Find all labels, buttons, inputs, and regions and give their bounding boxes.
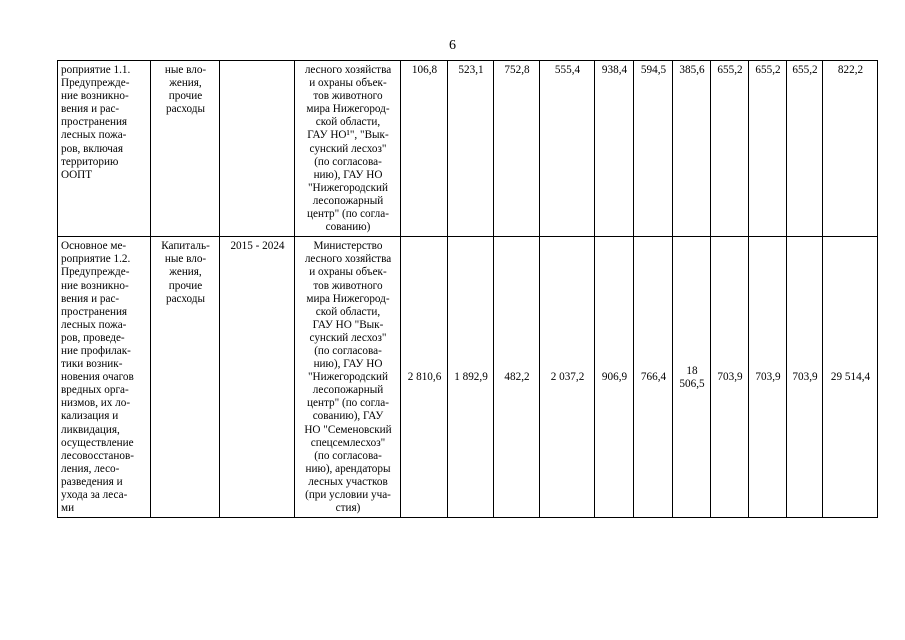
measure-cell (58, 237, 151, 518)
value-cell: 2 037,2 (540, 237, 595, 518)
value-cell: 655,2 (787, 61, 823, 237)
cell-line: спецсемлесхоз" (310, 436, 386, 449)
cell-line: лесопожарный (312, 194, 384, 207)
cell-line: ООПТ (61, 168, 93, 181)
cell-line: вредных орга- (61, 384, 129, 397)
expense-type-cell (151, 237, 220, 518)
value-cell: 106,8 (401, 61, 448, 237)
cell-line: лесных пожа- (61, 318, 127, 331)
cell-line: "Нижегородский (307, 181, 389, 194)
cell-line: (по согласова- (314, 155, 382, 168)
cell-line: лесовосстанов- (61, 449, 134, 462)
cell-line: ГАУ НО¹", "Вык- (307, 129, 389, 142)
value-cell: 555,4 (540, 61, 595, 237)
value-cell: 655,2 (749, 61, 787, 237)
measure-cell (58, 61, 151, 237)
cell-line: (по согласова- (314, 344, 382, 357)
cell-line: пространения (61, 116, 128, 129)
cell-line: ГАУ НО "Вык- (312, 318, 384, 331)
cell-line: ухода за леса- (61, 489, 128, 501)
cell-line: ления, лесо- (61, 462, 120, 475)
value-cell: 29 514,4 (823, 237, 878, 518)
cell-line: Капиталь- (161, 240, 210, 253)
value-cell: 2 810,6 (401, 237, 448, 518)
budget-table (57, 60, 878, 518)
cell-line: и охраны объек- (309, 77, 387, 90)
cell-line: пространения (61, 305, 128, 318)
cell-line: низмов, их ло- (61, 397, 131, 410)
cell-line: вения и рас- (61, 292, 120, 305)
cell-line: вения и рас- (61, 103, 120, 116)
cell-line: территорию (61, 155, 119, 168)
cell-line: ные вло- (164, 253, 207, 266)
cell-line: сунский лесхоз" (309, 331, 387, 344)
cell-line: тики возник- (61, 358, 123, 371)
cell-line: нию), арендаторы (305, 462, 391, 475)
value-cell: 655,2 (711, 61, 749, 237)
cell-line: ров, проведе- (61, 331, 125, 344)
table-body (58, 61, 878, 518)
value-cell: 703,9 (711, 237, 749, 518)
cell-line: роприятие 1.2. (61, 253, 131, 266)
cell-line: (при условии уча- (305, 489, 391, 501)
cell-line: ние возникно- (61, 90, 129, 103)
cell-line: лесного хозяйства (304, 64, 392, 76)
value-cell: 523,1 (448, 61, 494, 237)
cell-line: Основное ме- (61, 240, 127, 253)
value-cell: 906,9 (595, 237, 634, 518)
value-cell: 594,5 (634, 61, 673, 237)
cell-line: мира Нижегород- (306, 292, 390, 305)
cell-line: жения, (169, 266, 202, 279)
value-cell: 703,9 (787, 237, 823, 518)
cell-line: ров, включая (61, 142, 124, 155)
cell-line: ликвидация, (61, 423, 120, 436)
cell-line: сунский лесхоз" (309, 142, 387, 155)
cell-line: Предупрежде- (61, 266, 130, 279)
period-cell (220, 61, 295, 237)
value-cell: 18 506,5 (673, 237, 711, 518)
value-cell: 766,4 (634, 237, 673, 518)
cell-line: ные вло- (164, 64, 207, 76)
table-row (58, 237, 878, 518)
cell-line: (по согласова- (314, 449, 382, 462)
cell-line: лесного хозяйства (304, 253, 392, 266)
cell-line: "Нижегородский (307, 371, 389, 384)
expense-type-cell (151, 61, 220, 237)
cell-line: прочие (168, 279, 203, 292)
cell-line: лесопожарный (312, 384, 384, 397)
cell-line: ской области, (315, 116, 381, 129)
cell-line: тов животного (313, 279, 383, 292)
cell-line: жения, (169, 77, 202, 90)
cell-line: кализация и (61, 410, 119, 423)
cell-line: лесных пожа- (61, 129, 127, 142)
executor-cell (295, 237, 401, 518)
value-cell: 482,2 (494, 237, 540, 518)
cell-line: новения очагов (61, 371, 134, 384)
value-cell: 938,4 (595, 61, 634, 237)
cell-line: НО "Семеновский (304, 423, 392, 436)
cell-line: Предупрежде- (61, 77, 130, 90)
value-cell: 822,2 (823, 61, 878, 237)
page-number: 6 (449, 38, 456, 53)
value-cell: 703,9 (749, 237, 787, 518)
cell-line: ние профилак- (61, 344, 131, 357)
cell-line: ние возникно- (61, 279, 129, 292)
cell-line: нию), ГАУ НО (313, 358, 383, 371)
cell-line: сованию), ГАУ (312, 410, 384, 423)
cell-line: ской области, (315, 305, 381, 318)
value-cell: 752,8 (494, 61, 540, 237)
cell-line: центр" (по согла- (307, 208, 389, 221)
cell-line: осуществление (61, 436, 134, 449)
cell-line: лесных участков (308, 475, 388, 488)
cell-line: расходы (165, 103, 206, 116)
cell-line: расходы (165, 292, 206, 305)
cell-line: сованию) (325, 221, 371, 234)
executor-cell (295, 61, 401, 237)
table-row (58, 61, 878, 237)
cell-line: разведения и (61, 475, 123, 488)
cell-line: нию), ГАУ НО (313, 168, 383, 181)
cell-line: роприятие 1.1. (61, 64, 131, 76)
cell-line: центр" (по согла- (307, 397, 389, 410)
cell-line: ми (61, 502, 75, 515)
cell-line: прочие (168, 90, 203, 103)
value-cell: 1 892,9 (448, 237, 494, 518)
value-cell: 385,6 (673, 61, 711, 237)
cell-line: и охраны объек- (309, 266, 387, 279)
period-cell: 2015 - 2024 (220, 237, 295, 518)
cell-line: Министерство (313, 240, 383, 253)
cell-line: стия) (335, 502, 361, 515)
cell-line: тов животного (313, 90, 383, 103)
cell-line: мира Нижегород- (306, 103, 390, 116)
